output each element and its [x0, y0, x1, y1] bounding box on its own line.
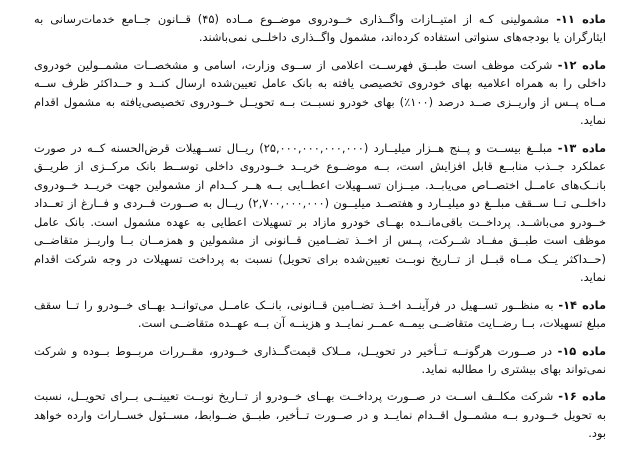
article-14-label: ماده ۱۴- [558, 297, 606, 312]
article-12-body: شرکت موظف است طبــق فهرســت اعلامی از ســوی وزارت، اسامی و مشخصــات مشمــولین خودروی داخلی را به همراه اعلامیه بهای خودروی تخصیصی یافته به بانک عامل تعیین‌شده ارسال کنــد و حــداکثر ظرف ســه مــاه پــس از واریــزی صــد درصد (۱۰۰٪) بهای خودرو نسبــت بــه تحویــل خــودروی تخصیصی‌یافته به مشمول اقدام نماید. [34, 57, 606, 128]
article-14-body: به منظــور تســهیل در فرآینــد اخــذ تضــامین قــانونی، بانــک عامــل می‌توانــد بهــای خــودرو را تــا سقف مبلغ تسهیلات، بــا رضــایت متقاضــی بیمــه عمــر نمایــد و هزینــه آن بــه عهــده متقاضــی است. [34, 297, 606, 331]
article-11-label: ماده ۱۱- [556, 12, 606, 26]
article-12-label: ماده ۱۲- [557, 57, 606, 72]
article-12 [34, 56, 606, 130]
article-15-body: در صــورت هرگونــه تــأخیر در تحویــل، مــلاک قیمت‌گــذاری خــودرو، مقــررات مربــوط بــوده و شرکت نمی‌تواند بهای بیشتری را مطالبه نماید. [34, 343, 606, 376]
article-13-body: مبلــغ بیســت و پــنج هــزار میلیــارد (۲۵,۰۰۰,۰۰۰,۰۰۰,۰۰۰) ریــال تســهیلات قرض‌الحسنه کــه در صورت عملکرد جــذب منابــع قابل افزایش است، بــه موضــوع خریــد خــودروی داخلی توســط بانک مرکــزی از طریــق بانــک‌های عامــل اختصــاص می‌یابــد. میــزان تســهیلات اعطــایی بــه هــر کــدام از مشمولین جهت خریــد خــودروی داخلــی تــا ســقف مبلــغ دو میلیــارد و هفتصــد میلیــون (۲,۷۰۰,۰۰۰,۰۰۰) ریــال به صــورت فــردی و فــارغ از تعــداد خــودرو می‌باشــد. پرداخــت باقی‌مانــده بهــای خودرو مازاد بر تسهیلات اعطایی به عهده مشمول است. بانک عامل موظف است طبــق مفــاد شــرکت، پــس از اخــذ تضــامین قــانونی از مشمولین و همزمــان بــا واریــز متقاضــی (حــداکثر یــک مــاه قبــل از تــاریخ نوبــت تعیین‌شده برای تحویل) نسبت به پرداخت تسهیلات در وجه شرکت اقدام نماید. [34, 140, 606, 285]
article-14 [34, 296, 606, 333]
article-15 [34, 342, 606, 379]
article-16-body: شرکت مکلــف اســت در صــورت پرداخــت بهــای خــودرو از تــاریخ نوبــت تعیینــی بــرای تحویــل، نسبت به تحویل خــودرو بــه مشمــول اقــدام نمایــد و در صــورت تــأخیر، طبــق ضــوابط، مســئول خســارات وارده خواهد بود. [34, 389, 606, 441]
article-13-label: ماده ۱۳- [557, 140, 606, 155]
article-16-label: ماده ۱۶- [558, 389, 606, 404]
article-13 [34, 139, 606, 287]
article-15-label: ماده ۱۵- [557, 343, 606, 358]
article-16 [34, 387, 606, 442]
article-11-body: مشمولینی کـه از امتیــازات واگــذاری خــودروی موضــوع مــاده (۴۵) قــانون جــامع خدمات‌رسانی به ایثارگران یا بودجه‌های سنواتی استفاده کرده‌اند، مشمول واگــذاری داخلــی نمی‌باشند. [34, 12, 606, 45]
article-11 [34, 10, 606, 47]
